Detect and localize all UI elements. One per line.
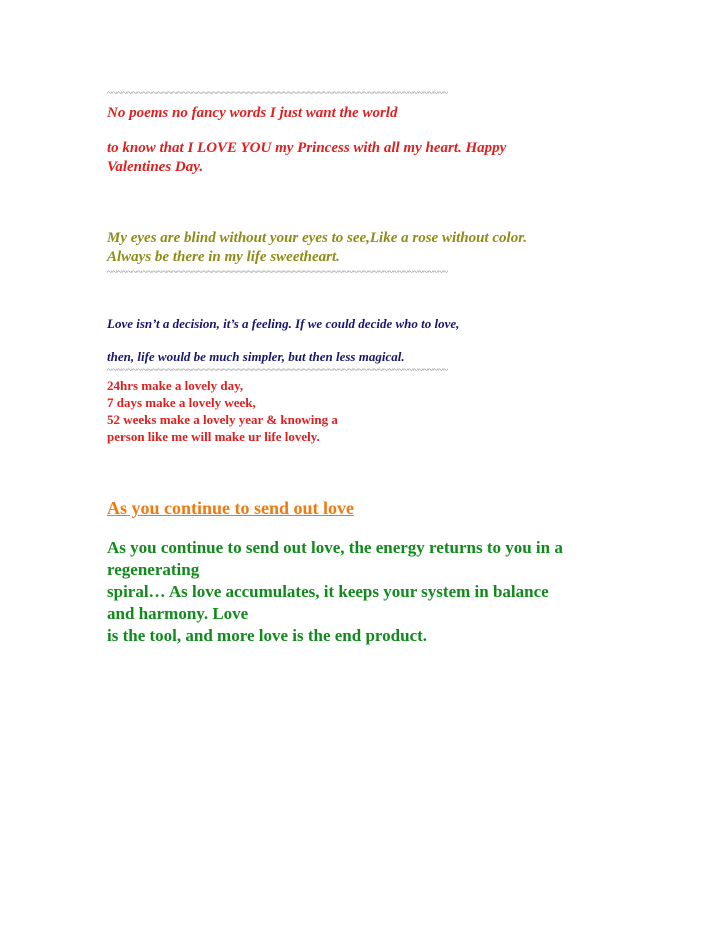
- paragraph-line5: is the tool, and more love is the end product.: [107, 626, 428, 645]
- separator-1: ~~~~~~~~~~~~~~~~~~~~~~~~~~~~~~~~~~~~~~~~~~~~~~~~~~~~~~~~~~~~~~~~~~~~: [107, 88, 448, 99]
- paragraph-line1: As you continue to send out love, the energy returns to you in a: [107, 538, 563, 557]
- poem2-line1: My eyes are blind without your eyes to see,Like a rose without color.: [107, 230, 527, 246]
- paragraph-line3: spiral… As love accumulates, it keeps your system in balance: [107, 582, 549, 601]
- poem3-line3: 52 weeks make a lovely year & knowing a: [107, 412, 338, 427]
- section-heading: As you continue to send out love: [107, 498, 355, 518]
- poem3-line2: 7 days make a lovely week,: [107, 395, 256, 410]
- paragraph-line4: and harmony. Love: [107, 604, 249, 623]
- poem1-line1: No poems no fancy words I just want the world: [107, 105, 398, 121]
- poem3-line4: person like me will make ur life lovely.: [107, 429, 320, 444]
- poem1-line3: Valentines Day.: [107, 159, 204, 175]
- poem1-line2: to know that I LOVE YOU my Princess with all my heart. Happy: [107, 140, 507, 156]
- poem2-line2: Always be there in my life sweetheart.: [107, 249, 340, 265]
- quote-line2: then, life would be much simpler, but then less magical.: [107, 349, 405, 364]
- separator-2: ~~~~~~~~~~~~~~~~~~~~~~~~~~~~~~~~~~~~~~~~~~~~~~~~~~~~~~~~~~~~~~~~~~~~: [107, 267, 448, 278]
- quote-line1: Love isn’t a decision, it’s a feeling. If we could decide who to love,: [107, 316, 460, 331]
- poem3-line1: 24hrs make a lovely day,: [107, 378, 244, 393]
- paragraph-line2: regenerating: [107, 560, 200, 579]
- separator-3: ~~~~~~~~~~~~~~~~~~~~~~~~~~~~~~~~~~~~~~~~~~~~~~~~~~~~~~~~~~~~~~~~~~~~: [107, 365, 448, 376]
